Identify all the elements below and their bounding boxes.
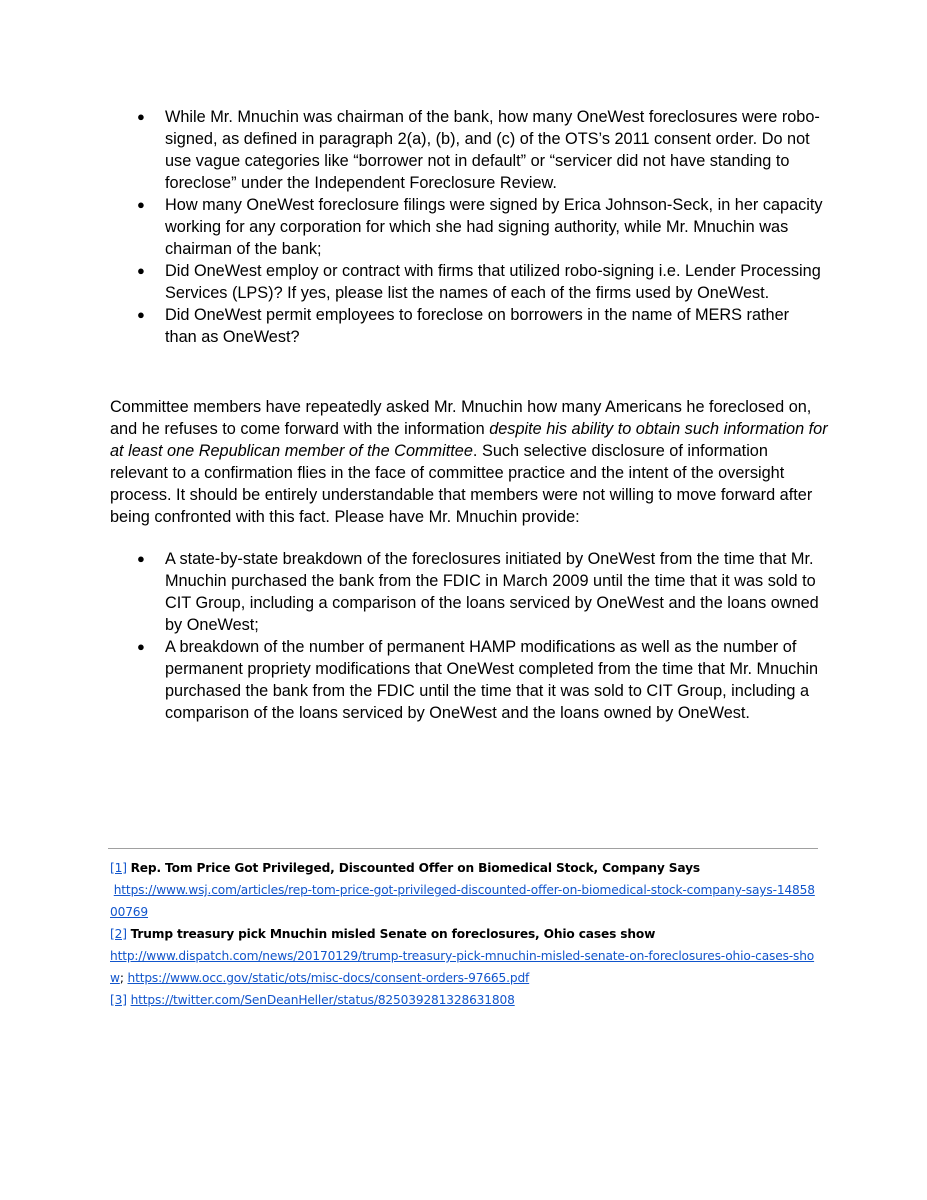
footnote-link[interactable]: https://twitter.com/SenDeanHeller/status/825039281328631808: [130, 993, 515, 1007]
list-item-text: Did OneWest permit employees to foreclose on borrowers in the name of MERS rather than as OneWest?: [165, 306, 790, 346]
list-item-text: How many OneWest foreclosure filings were signed by Erica Johnson-Seck, in her capacity working for any corporation for which she had signing authority, while Mr. Mnuchin was chairman of the bank;: [165, 196, 823, 258]
footnote-link[interactable]: https://www.wsj.com/articles/rep-tom-price-got-privileged-discounted-offer-on-biomedical-stock-company-says-1485800769: [110, 883, 815, 919]
body-paragraph: [110, 396, 830, 528]
list-item-text: While Mr. Mnuchin was chairman of the bank, how many OneWest foreclosures were robo-signed, as defined in paragraph 2(a), (b), and (c) of the OTS’s 2011 consent order. Do not use vague categories like “borrower not in default” or “servicer did not have standing to foreclose” under the Independent Foreclosure Review.: [165, 108, 820, 192]
question-list-bottom: [0, 548, 825, 724]
footnote-title: Trump treasury pick Mnuchin misled Senate on foreclosures, Ohio cases show: [130, 927, 656, 941]
footnote-separator: ;: [119, 971, 128, 985]
footnote-link[interactable]: http://www.dispatch.com/news/20170129/trump-treasury-pick-mnuchin-misled-senate-on-foreclosures-ohio-cases-show: [110, 949, 815, 985]
footnote-divider: [108, 848, 818, 849]
paragraph-text: Committee members have repeatedly asked Mr. Mnuchin how many Americans he foreclosed on, and he refuses to come forward with the information: [110, 398, 812, 438]
list-item-text: Did OneWest employ or contract with firms that utilized robo-signing i.e. Lender Processing Services (LPS)? If yes, please list the names of each of the firms used by OneWest.: [165, 262, 821, 302]
bullet-icon: ●: [137, 197, 145, 212]
footnote-ref-2[interactable]: [2]: [110, 927, 127, 941]
footnote-title: Rep. Tom Price Got Privileged, Discounted Offer on Biomedical Stock, Company Says: [130, 861, 700, 875]
bullet-icon: ●: [137, 263, 145, 278]
footnote-1: [110, 857, 822, 923]
footnote-ref-3[interactable]: [3]: [110, 993, 127, 1007]
footnote-2: [110, 923, 822, 989]
bullet-icon: ●: [137, 639, 145, 654]
footnotes: [110, 857, 822, 1011]
paragraph-text: . Such selective disclosure of information relevant to a confirmation flies in the face of committee practice and the intent of the oversight process. It should be entirely understandable that members were not willing to move forward after being confronted with this fact. Please have Mr. Mnuchin provide:: [110, 442, 813, 526]
footnote-ref-1[interactable]: [1]: [110, 861, 127, 875]
list-item: [0, 304, 825, 348]
paragraph-emphasis: despite his ability to obtain such information for at least one Republican member of the Committee: [110, 420, 828, 460]
bullet-icon: ●: [137, 307, 145, 322]
bullet-icon: ●: [137, 109, 145, 124]
bullet-icon: ●: [137, 551, 145, 566]
list-item: [0, 260, 825, 304]
footnote-link[interactable]: https://www.occ.gov/static/ots/misc-docs/consent-orders-97665.pdf: [127, 971, 530, 985]
footnote-3: [110, 989, 822, 1011]
list-item-text: A state-by-state breakdown of the foreclosures initiated by OneWest from the time that Mr. Mnuchin purchased the bank from the FDIC in March 2009 until the time that it was sold to CIT Group, including a comparison of the loans serviced by OneWest and the loans owned by OneWest;: [165, 550, 819, 634]
list-item: [0, 194, 825, 260]
list-item-text: A breakdown of the number of permanent HAMP modifications as well as the number of permanent propriety modifications that OneWest completed from the time that Mr. Mnuchin purchased the bank from the FDIC until the time that it was sold to CIT Group, including a comparison of the loans serviced by OneWest and the loans owned by OneWest.: [165, 638, 819, 722]
list-item: [0, 548, 825, 636]
list-item: [0, 636, 825, 724]
list-item: [0, 106, 825, 194]
question-list-top: [0, 106, 825, 348]
